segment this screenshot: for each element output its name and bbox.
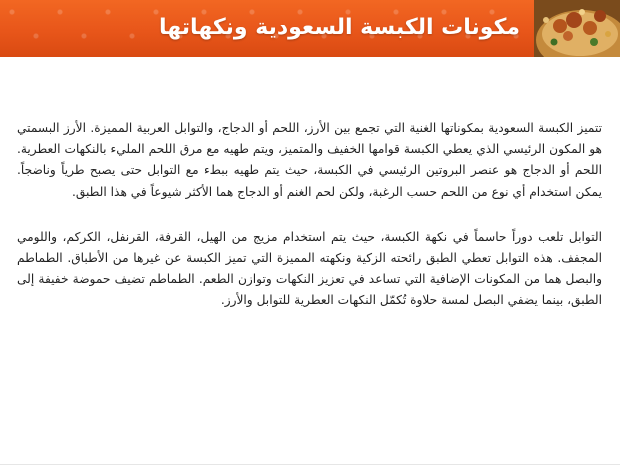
bottom-divider — [0, 464, 620, 465]
header-banner — [0, 0, 620, 57]
paragraph-spices: التوابل تلعب دوراً حاسماً في نكهة الكبسة، حيث يتم استخدام مزيج من الهيل، القرفة، القرنفل، الكركم، واللومي المجفف. هذه التوابل تعطي الطبق رائحته الزكية ونكهته المميزة التي تميز الكبسة عن غيرها من الأطباق. الطماطم والبصل هما من المكونات الإضافية التي تساعد في تعزيز النكهات وتوازن الطعم. الطماطم تضيف حموضة خفيفة إلى الطبق، بينما يضفي البصل لمسة حلاوة تُكمّل النكهات العطرية للتوابل والأرز. — [17, 229, 602, 308]
paragraph-ingredients: تتميز الكبسة السعودية بمكوناتها الغنية التي تجمع بين الأرز، اللحم أو الدجاج، والتوابل العربية المميزة. الأرز البسمتي هو المكون الرئيسي الذي يعطي الكبسة قوامها الخفيف والمتميز، ويتم طهيه مع مرق اللحم المليء بالنكهات العطرية. اللحم أو الدجاج هو عنصر البروتين الرئيسي في الكبسة، حيث يتم طهيه ببطء مع التوابل حتى يصبح طرياً وناضجاً. يمكن استخدام أي نوع من اللحم حسب الرغبة، ولكن لحم الغنم أو الدجاج هما الأكثر شيوعاً في هذا الطبق. — [17, 121, 602, 199]
page-title: مكونات الكبسة السعودية ونكهاتها — [159, 15, 520, 40]
kabsa-dish-illustration — [534, 0, 620, 57]
article-body — [17, 118, 602, 336]
kabsa-dish-image — [534, 0, 620, 57]
